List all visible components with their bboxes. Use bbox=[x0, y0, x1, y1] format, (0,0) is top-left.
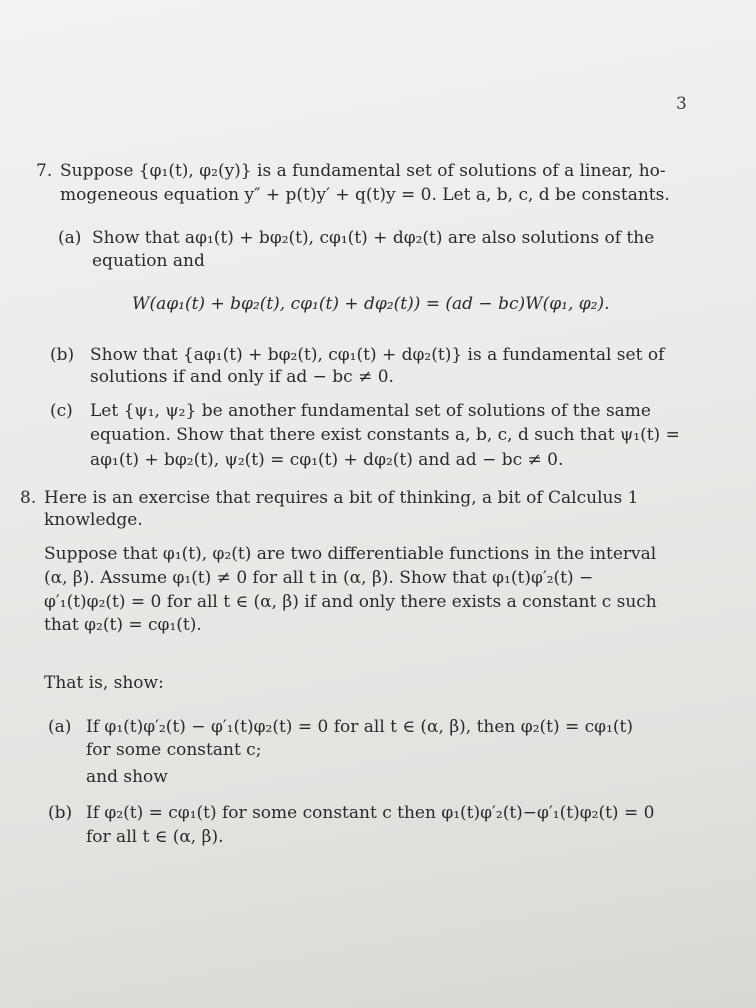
problem-7-line-2: mogeneous equation y″ + p(t)y′ + q(t)y = 0. Let a, b, c, d be constants. bbox=[60, 185, 670, 205]
problem-8-that-is: That is, show: bbox=[44, 673, 164, 693]
problem-8a-line-2: for some constant c; bbox=[86, 740, 262, 760]
problem-8-para-line-1: Suppose that φ₁(t), φ₂(t) are two differentiable functions in the interval bbox=[44, 544, 657, 564]
problem-7b-line-1: Show that {aφ₁(t) + bφ₂(t), cφ₁(t) + dφ₂(t)} is a fundamental set of bbox=[90, 345, 665, 365]
problem-8b-line-1: If φ₂(t) = cφ₁(t) for some constant c then φ₁(t)φ′₂(t)−φ′₁(t)φ₂(t) = 0 bbox=[86, 803, 655, 823]
problem-8-para-line-4: that φ₂(t) = cφ₁(t). bbox=[44, 615, 202, 635]
problem-7c-label: (c) bbox=[50, 401, 73, 421]
problem-7-line-1: Suppose {φ₁(t), φ₂(y)} is a fundamental set of solutions of a linear, ho- bbox=[60, 161, 666, 181]
problem-7c-line-3: aφ₁(t) + bφ₂(t), ψ₂(t) = cφ₁(t) + dφ₂(t) and ad − bc ≠ 0. bbox=[90, 450, 564, 470]
problem-7c-line-2: equation. Show that there exist constants a, b, c, d such that ψ₁(t) = bbox=[90, 425, 680, 445]
problem-8b-label: (b) bbox=[48, 803, 73, 823]
problem-8-para-line-3: φ′₁(t)φ₂(t) = 0 for all t ∈ (α, β) if and only there exists a constant c such bbox=[44, 592, 657, 612]
problem-8b-line-2: for all t ∈ (α, β). bbox=[86, 827, 224, 847]
problem-8-para-line-2: (α, β). Assume φ₁(t) ≠ 0 for all t in (α, β). Show that φ₁(t)φ′₂(t) − bbox=[44, 568, 594, 588]
problem-7a-line-2: equation and bbox=[92, 251, 205, 271]
page-number: 3 bbox=[676, 94, 687, 114]
problem-7b-label: (b) bbox=[50, 345, 75, 365]
problem-7a-equation: W(aφ₁(t) + bφ₂(t), cφ₁(t) + dφ₂(t)) = (ad − bc)W(φ₁, φ₂). bbox=[132, 294, 610, 314]
problem-8-line-2: knowledge. bbox=[44, 510, 143, 530]
problem-7b-line-2: solutions if and only if ad − bc ≠ 0. bbox=[90, 367, 394, 387]
problem-8-number: 8. bbox=[20, 488, 37, 508]
problem-8a-line-1: If φ₁(t)φ′₂(t) − φ′₁(t)φ₂(t) = 0 for all t ∈ (α, β), then φ₂(t) = cφ₁(t) bbox=[86, 717, 633, 737]
problem-7c-line-1: Let {ψ₁, ψ₂} be another fundamental set of solutions of the same bbox=[90, 401, 651, 421]
problem-7-number: 7. bbox=[36, 161, 53, 181]
problem-8a-label: (a) bbox=[48, 717, 72, 737]
problem-7a-line-1: Show that aφ₁(t) + bφ₂(t), cφ₁(t) + dφ₂(t) are also solutions of the bbox=[92, 228, 655, 248]
problem-8a-and-show: and show bbox=[86, 767, 168, 787]
problem-8-line-1: Here is an exercise that requires a bit of thinking, a bit of Calculus 1 bbox=[44, 488, 639, 508]
problem-7a-label: (a) bbox=[58, 228, 82, 248]
